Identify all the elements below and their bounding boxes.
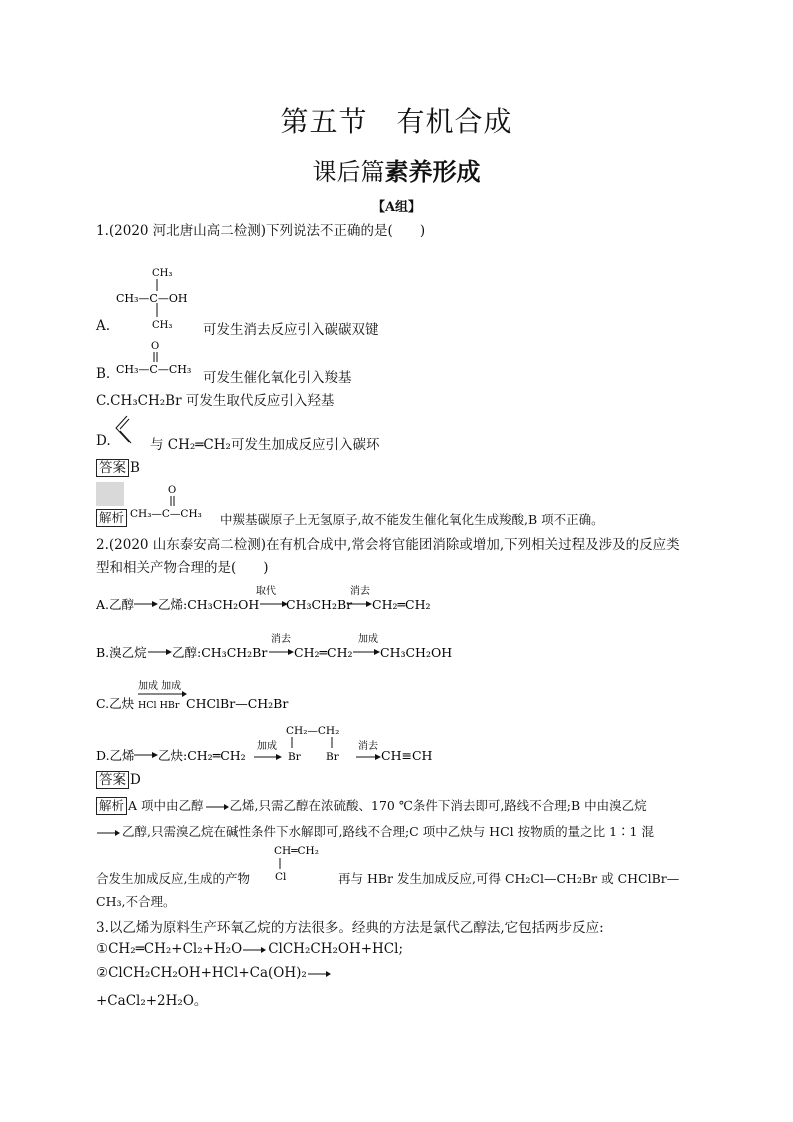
a-struct-top: CH₃ xyxy=(152,268,173,279)
q2-b-prefix: B.溴乙烷 xyxy=(96,645,147,660)
q2-d-prefix: D.乙烯 xyxy=(96,748,135,763)
q2-a-product1: CH₃CH₂Br xyxy=(286,597,353,612)
analysis-struct-chain: CH₃—C—CH₃ xyxy=(130,508,202,520)
q3-stem: 3.以乙烯为原料生产环氧乙烷的方法很多。经典的方法是氯代乙醇法,它包括两步反应: xyxy=(96,920,604,936)
q2-b-mid: 乙醇:CH₃CH₂Br xyxy=(172,645,268,660)
q2-b-reaction xyxy=(96,633,556,663)
analysis-label: 解析 xyxy=(96,509,127,527)
acetone-structure-analysis xyxy=(130,482,220,522)
q2-option-d xyxy=(96,720,556,766)
q1-d-label: D. xyxy=(96,433,111,449)
q2-analysis-line2 xyxy=(96,822,654,840)
b-struct-o: O xyxy=(151,341,160,352)
q1-a-structure xyxy=(116,264,206,334)
q2-a-reaction xyxy=(96,585,556,615)
q3-reaction2 xyxy=(96,965,333,981)
a-struct-bottom: CH₃ xyxy=(152,320,173,331)
q2-c-reaction xyxy=(96,678,556,714)
acetone-structure xyxy=(116,338,206,378)
q2-b-arrow1-label: 消去 xyxy=(271,634,291,645)
q2-d-arrow1-label: 加成 xyxy=(257,741,277,752)
analysis-label-2: 解析 xyxy=(96,797,127,815)
q2-d-struct-top: CH₂—CH₂ xyxy=(286,725,340,737)
page-title: 第五节 有机合成 xyxy=(280,105,513,138)
q2-a-arrow2-label: 消去 xyxy=(350,586,370,597)
q1-b-text: 可发生催化氧化引入羧基 xyxy=(203,370,352,386)
q1-d-structure xyxy=(113,414,137,446)
q2-analysis-2: 乙醇,只需溴乙烷在碱性条件下水解即可,路线不合理;C 项中乙炔与 HCl 按物质的量之比 1∶1 混 xyxy=(122,824,654,839)
q1-c-text: C.CH₃CH₂Br 可发生取代反应引入羟基 xyxy=(96,393,335,409)
arrow-icon xyxy=(204,802,230,812)
q2-analysis-1b: 乙烯,只需乙醇在浓硫酸、170 ℃条件下消去即可,路线不合理;B 中由溴乙烷 xyxy=(229,798,647,813)
subtitle-bold: 素养形成 xyxy=(384,158,481,186)
group-heading: 【A组】 xyxy=(371,200,422,215)
q1-analysis-label-wrap xyxy=(96,509,128,527)
q2-b-arrow2-label: 加成 xyxy=(358,634,378,645)
q2-stem-line1: 2.(2020 山东泰安高二检测)在有机合成中,常会将官能团消除或增加,下列相关过程及涉及的反应类 xyxy=(96,537,680,553)
vinyl-chloride-structure xyxy=(272,842,342,880)
a-struct-middle: CH₃—C—OH xyxy=(116,292,188,305)
q3-r1-left: ①CH₂═CH₂+Cl₂+H₂O xyxy=(96,941,243,957)
q2-b-product1: CH₂═CH₂ xyxy=(294,645,353,660)
q3-reaction1 xyxy=(96,941,403,957)
q2-analysis-line1 xyxy=(96,796,647,815)
q1-d-text: 与 CH₂═CH₂可发生加成反应引入碳环 xyxy=(150,437,380,453)
b-struct-chain: CH₃—C—CH₃ xyxy=(116,363,192,376)
q1-answer xyxy=(96,459,140,477)
tert-butanol-structure xyxy=(116,264,206,334)
q3-r2-left: ②ClCH₂CH₂OH+HCl+Ca(OH)₂ xyxy=(96,965,307,981)
answer-value: B xyxy=(130,460,140,476)
q1-b-structure xyxy=(116,338,206,378)
q2-analysis-line3b: 再与 HBr 发生加成反应,可得 CH₂Cl—CH₂Br 或 CHClBr— xyxy=(338,871,680,886)
q2-option-c xyxy=(96,678,556,714)
butadiene-skeletal-icon xyxy=(113,414,137,446)
arrow-icon xyxy=(242,945,268,955)
q2-analysis-line3a: 合发生加成反应,生成的产物 xyxy=(96,871,250,886)
q3-r1-right: ClCH₂CH₂OH+HCl; xyxy=(268,941,403,957)
q2-c-prefix: C.乙炔 xyxy=(96,696,135,711)
q1-a-label: A. xyxy=(96,318,111,334)
analysis1-structure xyxy=(130,482,220,522)
q2-c-arrow-top: 加成 加成 xyxy=(138,681,182,692)
q2-a-product2: CH₂═CH₂ xyxy=(372,597,431,612)
q2-analysis-1a: A 项中由乙醇 xyxy=(128,798,204,813)
q1-stem: 1.(2020 河北唐山高二检测)下列说法不正确的是( ) xyxy=(96,223,426,239)
subtitle-normal: 课后篇 xyxy=(312,158,385,186)
answer-label: 答案 xyxy=(96,459,129,477)
q2-struct-top: CH═CH₂ xyxy=(274,845,319,857)
arrow-icon xyxy=(96,828,122,838)
analysis-struct-o: O xyxy=(168,485,177,496)
q2-struct-bottom: Cl xyxy=(275,871,287,880)
q2-d-mid: 乙炔:CH₂═CH₂ xyxy=(158,748,246,763)
q2-option-b xyxy=(96,633,556,663)
q1-a-text: 可发生消去反应引入碳碳双键 xyxy=(203,322,379,338)
q2-d-struct-br2: Br xyxy=(326,751,339,763)
q3-reaction2-line2: +CaCl₂+2H₂O。 xyxy=(96,993,208,1009)
arrow-icon xyxy=(307,969,333,979)
answer-value-2: D xyxy=(130,772,141,788)
q2-analysis-line4: CH₃,不合理。 xyxy=(96,894,176,909)
q1-analysis-text: 中羰基碳原子上无氢原子,故不能发生催化氧化生成羧酸,B 项不正确。 xyxy=(220,512,604,527)
answer-label-2: 答案 xyxy=(96,771,129,789)
q2-a-prefix: A.乙醇 xyxy=(96,597,135,612)
q2-d-reaction xyxy=(96,720,556,766)
page-subtitle xyxy=(0,152,793,187)
q2-c-product: CHClBr—CH₂Br xyxy=(186,696,289,711)
q2-c-arrow-bottom: HCl HBr xyxy=(138,700,180,711)
gray-placeholder xyxy=(96,482,124,506)
q2-d-arrow2-label: 消去 xyxy=(358,741,378,752)
q2-option-a xyxy=(96,585,556,615)
q2-analysis-structure xyxy=(272,842,342,880)
q2-stem-line2: 型和相关产物合理的是( ) xyxy=(96,560,269,576)
q2-d-struct-br1: Br xyxy=(288,751,301,763)
q2-a-arrow1-label: 取代 xyxy=(256,586,276,597)
q1-b-label: B. xyxy=(96,366,111,382)
q2-d-product: CH≡CH xyxy=(381,748,433,763)
q2-answer xyxy=(96,771,141,789)
q2-a-mid: 乙烯:CH₃CH₂OH xyxy=(158,597,260,612)
q2-b-product2: CH₃CH₂OH xyxy=(380,645,453,660)
